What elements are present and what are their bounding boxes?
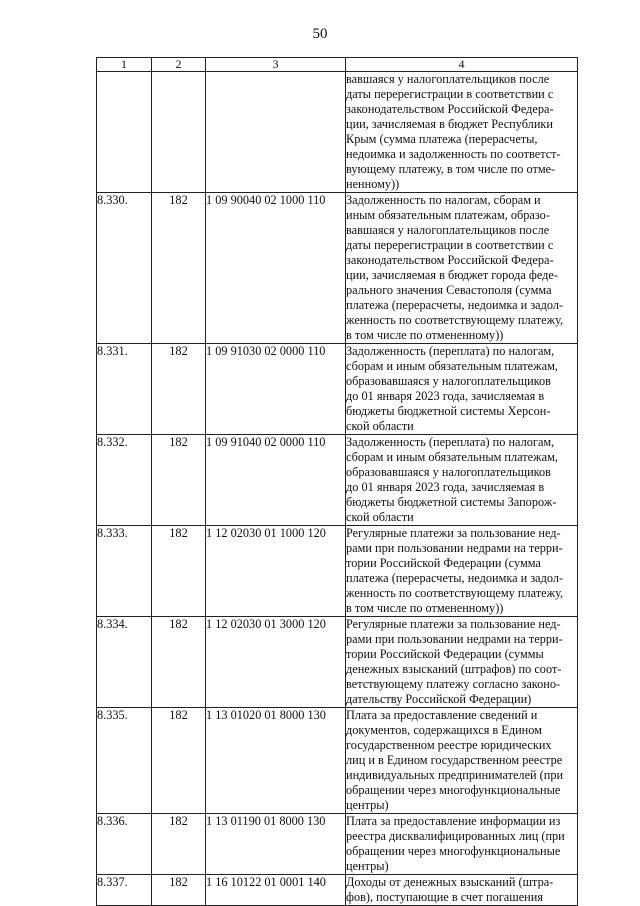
column-header-4: 4	[346, 58, 578, 72]
description-line: бюджеты бюджетной системы Херсон-	[346, 404, 551, 418]
budget-code-cell: 1 12 02030 01 3000 120	[206, 617, 346, 708]
description-cell	[346, 72, 578, 193]
description-line: рами при пользовании недрами на терри-	[346, 541, 563, 555]
description-cell	[346, 708, 578, 814]
description-line: Задолженность по налогам, сборам и	[346, 193, 541, 207]
description-cell	[346, 617, 578, 708]
description-line: рального значения Севастополя (сумма	[346, 283, 552, 297]
table-body	[97, 72, 578, 906]
description-cell	[346, 875, 578, 906]
row-number-cell: 8.332.	[97, 435, 152, 526]
description-line: фов), поступающие в счет погашения	[346, 890, 543, 904]
admin-code-cell: 182	[152, 617, 206, 708]
description-line: Плата за предоставление сведений и	[346, 708, 538, 722]
table-row	[97, 617, 578, 708]
description-line: центры)	[346, 798, 389, 812]
description-line: до 01 января 2023 года, зачисляемая в	[346, 480, 545, 494]
description-line: индивидуальных предпринимателей (при	[346, 768, 564, 782]
table-row	[97, 344, 578, 435]
budget-code-cell	[206, 72, 346, 193]
budget-code-cell: 1 09 91030 02 0000 110	[206, 344, 346, 435]
table-row	[97, 814, 578, 875]
page-number: 50	[312, 26, 328, 42]
table-row	[97, 193, 578, 344]
description-line: реестра дисквалифицированных лиц (при	[346, 829, 565, 843]
description-line: вующему платежу, в том числе по отме-	[346, 162, 556, 176]
description-line: дательству Российской Федерации)	[346, 692, 532, 706]
description-line: вавшаяся у налогоплательщиков после	[346, 72, 550, 86]
description-line: платежа (перерасчеты, недоимка и задол-	[346, 571, 564, 585]
budget-code-cell: 1 09 90040 02 1000 110	[206, 193, 346, 344]
table-row	[97, 875, 578, 906]
description-line: денежных взысканий (штрафов) по соот-	[346, 662, 562, 676]
admin-code-cell: 182	[152, 526, 206, 617]
description-line: тории Российской Федерации (суммы	[346, 647, 544, 661]
description-line: Задолженность (переплата) по налогам,	[346, 435, 555, 449]
description-cell	[346, 435, 578, 526]
description-line: женность по соответствующему платежу,	[346, 586, 564, 600]
description-line: бюджеты бюджетной системы Запорож-	[346, 495, 557, 509]
description-line: обращении через многофункциональные	[346, 844, 561, 858]
description-line: в том числе по отмененному))	[346, 601, 504, 615]
description-cell	[346, 814, 578, 875]
description-line: центры)	[346, 859, 389, 873]
description-line: ции, зачисляемая в бюджет Республики	[346, 117, 553, 131]
description-line: образовавшаяся у налогоплательщиков	[346, 374, 551, 388]
admin-code-cell: 182	[152, 344, 206, 435]
description-cell	[346, 344, 578, 435]
row-number-cell: 8.334.	[97, 617, 152, 708]
budget-code-cell: 1 13 01190 01 8000 130	[206, 814, 346, 875]
description-line: законодательством Российской Федера-	[346, 253, 554, 267]
admin-code-cell: 182	[152, 435, 206, 526]
description-line: Плата за предоставление информации из	[346, 814, 561, 828]
description-line: тории Российской Федерации (сумма	[346, 556, 541, 570]
budget-code-cell: 1 13 01020 01 8000 130	[206, 708, 346, 814]
description-line: даты перерегистрации в соответствии с	[346, 238, 554, 252]
admin-code-cell	[152, 72, 206, 193]
description-line: рами при пользовании недрами на терри-	[346, 632, 563, 646]
description-line: Регулярные платежи за пользование нед-	[346, 617, 561, 631]
description-line: платежа (перерасчеты, недоимка и задол-	[346, 298, 564, 312]
description-line: сборам и иным обязательным платежам,	[346, 450, 558, 464]
row-number-cell: 8.336.	[97, 814, 152, 875]
description-line: ской области	[346, 510, 414, 524]
row-number-cell	[97, 72, 152, 193]
row-number-cell: 8.335.	[97, 708, 152, 814]
description-line: Крым (сумма платежа (перерасчеты,	[346, 132, 538, 146]
description-line: образовавшаяся у налогоплательщиков	[346, 465, 551, 479]
description-cell	[346, 526, 578, 617]
description-line: даты перерегистрации в соответствии с	[346, 87, 554, 101]
budget-code-cell: 1 09 91040 02 0000 110	[206, 435, 346, 526]
row-number-cell: 8.331.	[97, 344, 152, 435]
row-number-cell: 8.337.	[97, 875, 152, 906]
description-line: ветствующему платежу согласно законо-	[346, 677, 561, 691]
description-line: государственном реестре юридических	[346, 738, 552, 752]
description-line: иным обязательным платежам, образо-	[346, 208, 550, 222]
description-cell	[346, 193, 578, 344]
description-line: обращении через многофункциональные	[346, 783, 561, 797]
budget-code-cell: 1 16 10122 01 0001 140	[206, 875, 346, 906]
description-line: законодательством Российской Федера-	[346, 102, 554, 116]
budget-code-cell: 1 12 02030 01 1000 120	[206, 526, 346, 617]
column-header-3: 3	[206, 58, 346, 72]
description-line: лиц и в Едином государственном реестре	[346, 753, 563, 767]
column-header-2: 2	[152, 58, 206, 72]
description-line: сборам и иным обязательным платежам,	[346, 359, 558, 373]
row-number-cell: 8.330.	[97, 193, 152, 344]
description-line: ской области	[346, 419, 414, 433]
budget-codes-table	[96, 57, 578, 906]
table-row	[97, 708, 578, 814]
admin-code-cell: 182	[152, 814, 206, 875]
table-row	[97, 526, 578, 617]
description-line: Доходы от денежных взысканий (штра-	[346, 875, 554, 889]
description-line: до 01 января 2023 года, зачисляемая в	[346, 389, 545, 403]
table-row	[97, 72, 578, 193]
table-header	[97, 58, 578, 72]
admin-code-cell: 182	[152, 708, 206, 814]
description-line: документов, содержащихся в Едином	[346, 723, 542, 737]
admin-code-cell: 182	[152, 193, 206, 344]
description-line: Регулярные платежи за пользование нед-	[346, 526, 561, 540]
description-line: ции, зачисляемая в бюджет города феде-	[346, 268, 558, 282]
description-line: ненному))	[346, 177, 400, 191]
description-line: Задолженность (переплата) по налогам,	[346, 344, 555, 358]
admin-code-cell: 182	[152, 875, 206, 906]
description-line: недоимка и задолженность по соответст-	[346, 147, 561, 161]
description-line: вавшаяся у налогоплательщиков после	[346, 223, 550, 237]
column-header-1: 1	[97, 58, 152, 72]
row-number-cell: 8.333.	[97, 526, 152, 617]
description-line: женность по соответствующему платежу,	[346, 313, 564, 327]
table-row	[97, 435, 578, 526]
description-line: в том числе по отмененному))	[346, 328, 504, 342]
